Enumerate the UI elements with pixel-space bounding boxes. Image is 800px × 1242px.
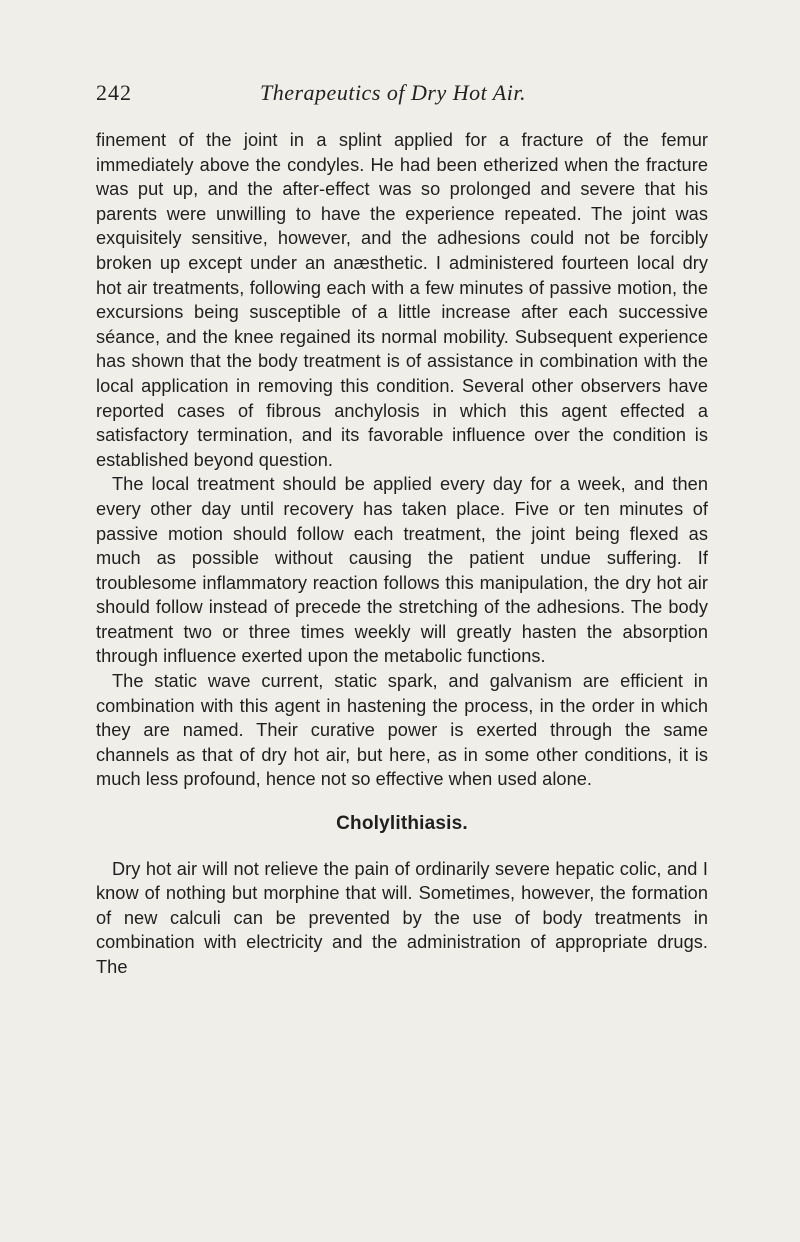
page-header xyxy=(96,80,708,110)
book-page xyxy=(96,0,708,1242)
page-number: 242 xyxy=(96,80,132,105)
section-heading: Cholylithiasis. xyxy=(336,813,468,835)
paragraph-local-treatment: The local treatment should be applied every day for a week, and then every other day until recovery has taken place. Five or ten minutes of passive motion should follow each treatment, the joint being flexed as much as possible without causing the patient undue suffering. If troublesome inflammatory reaction follows this manipulation, the dry hot air should follow instead of precede the stretching of the adhesions. The body treatment two or three times weekly will greatly hasten the absorption through influence exerted upon the metabolic functions. xyxy=(96,474,708,667)
paragraph-static-current: The static wave current, static spark, and galvanism are efficient in combination with this agent in hastening the process, in the order in which they are named. Their curative power is exerted through the same channels as that of dry hot air, but here, as in some other conditions, it is much less profound, hence not so effective when used alone. xyxy=(96,671,708,790)
paragraph-continuation: finement of the joint in a splint applied for a fracture of the femur immediately above the condyles. He had been etherized when the fracture was put up, and the after-effect was so prolonged and severe that his parents were unwilling to have the experience repeated. The joint was exquisitely sensitive, however, and the adhesions could not be forcibly broken up except under an anæsthetic. I administered fourteen local dry hot air treatments, following each with a few minutes of passive motion, the excursions being susceptible of a little increase after each successive séance, and the knee regained its normal mobility. Subsequent experience has shown that the body treatment is of assistance in combination with the local application in removing this condition. Several other observers have reported cases of fibrous anchylosis in which this agent effected a satisfactory termination, and its favorable influence over the condition is established beyond question. xyxy=(96,130,708,470)
paragraph-cholylithiasis: Dry hot air will not relieve the pain of ordinarily severe hepatic colic, and I know of nothing but morphine that will. Sometimes, however, the formation of new calculi can be prevented by the use of body treatments in combination with electricity and the administration of appropriate drugs. The xyxy=(96,858,708,977)
running-title: Therapeutics of Dry Hot Air. xyxy=(260,80,526,105)
page-body xyxy=(96,128,708,980)
